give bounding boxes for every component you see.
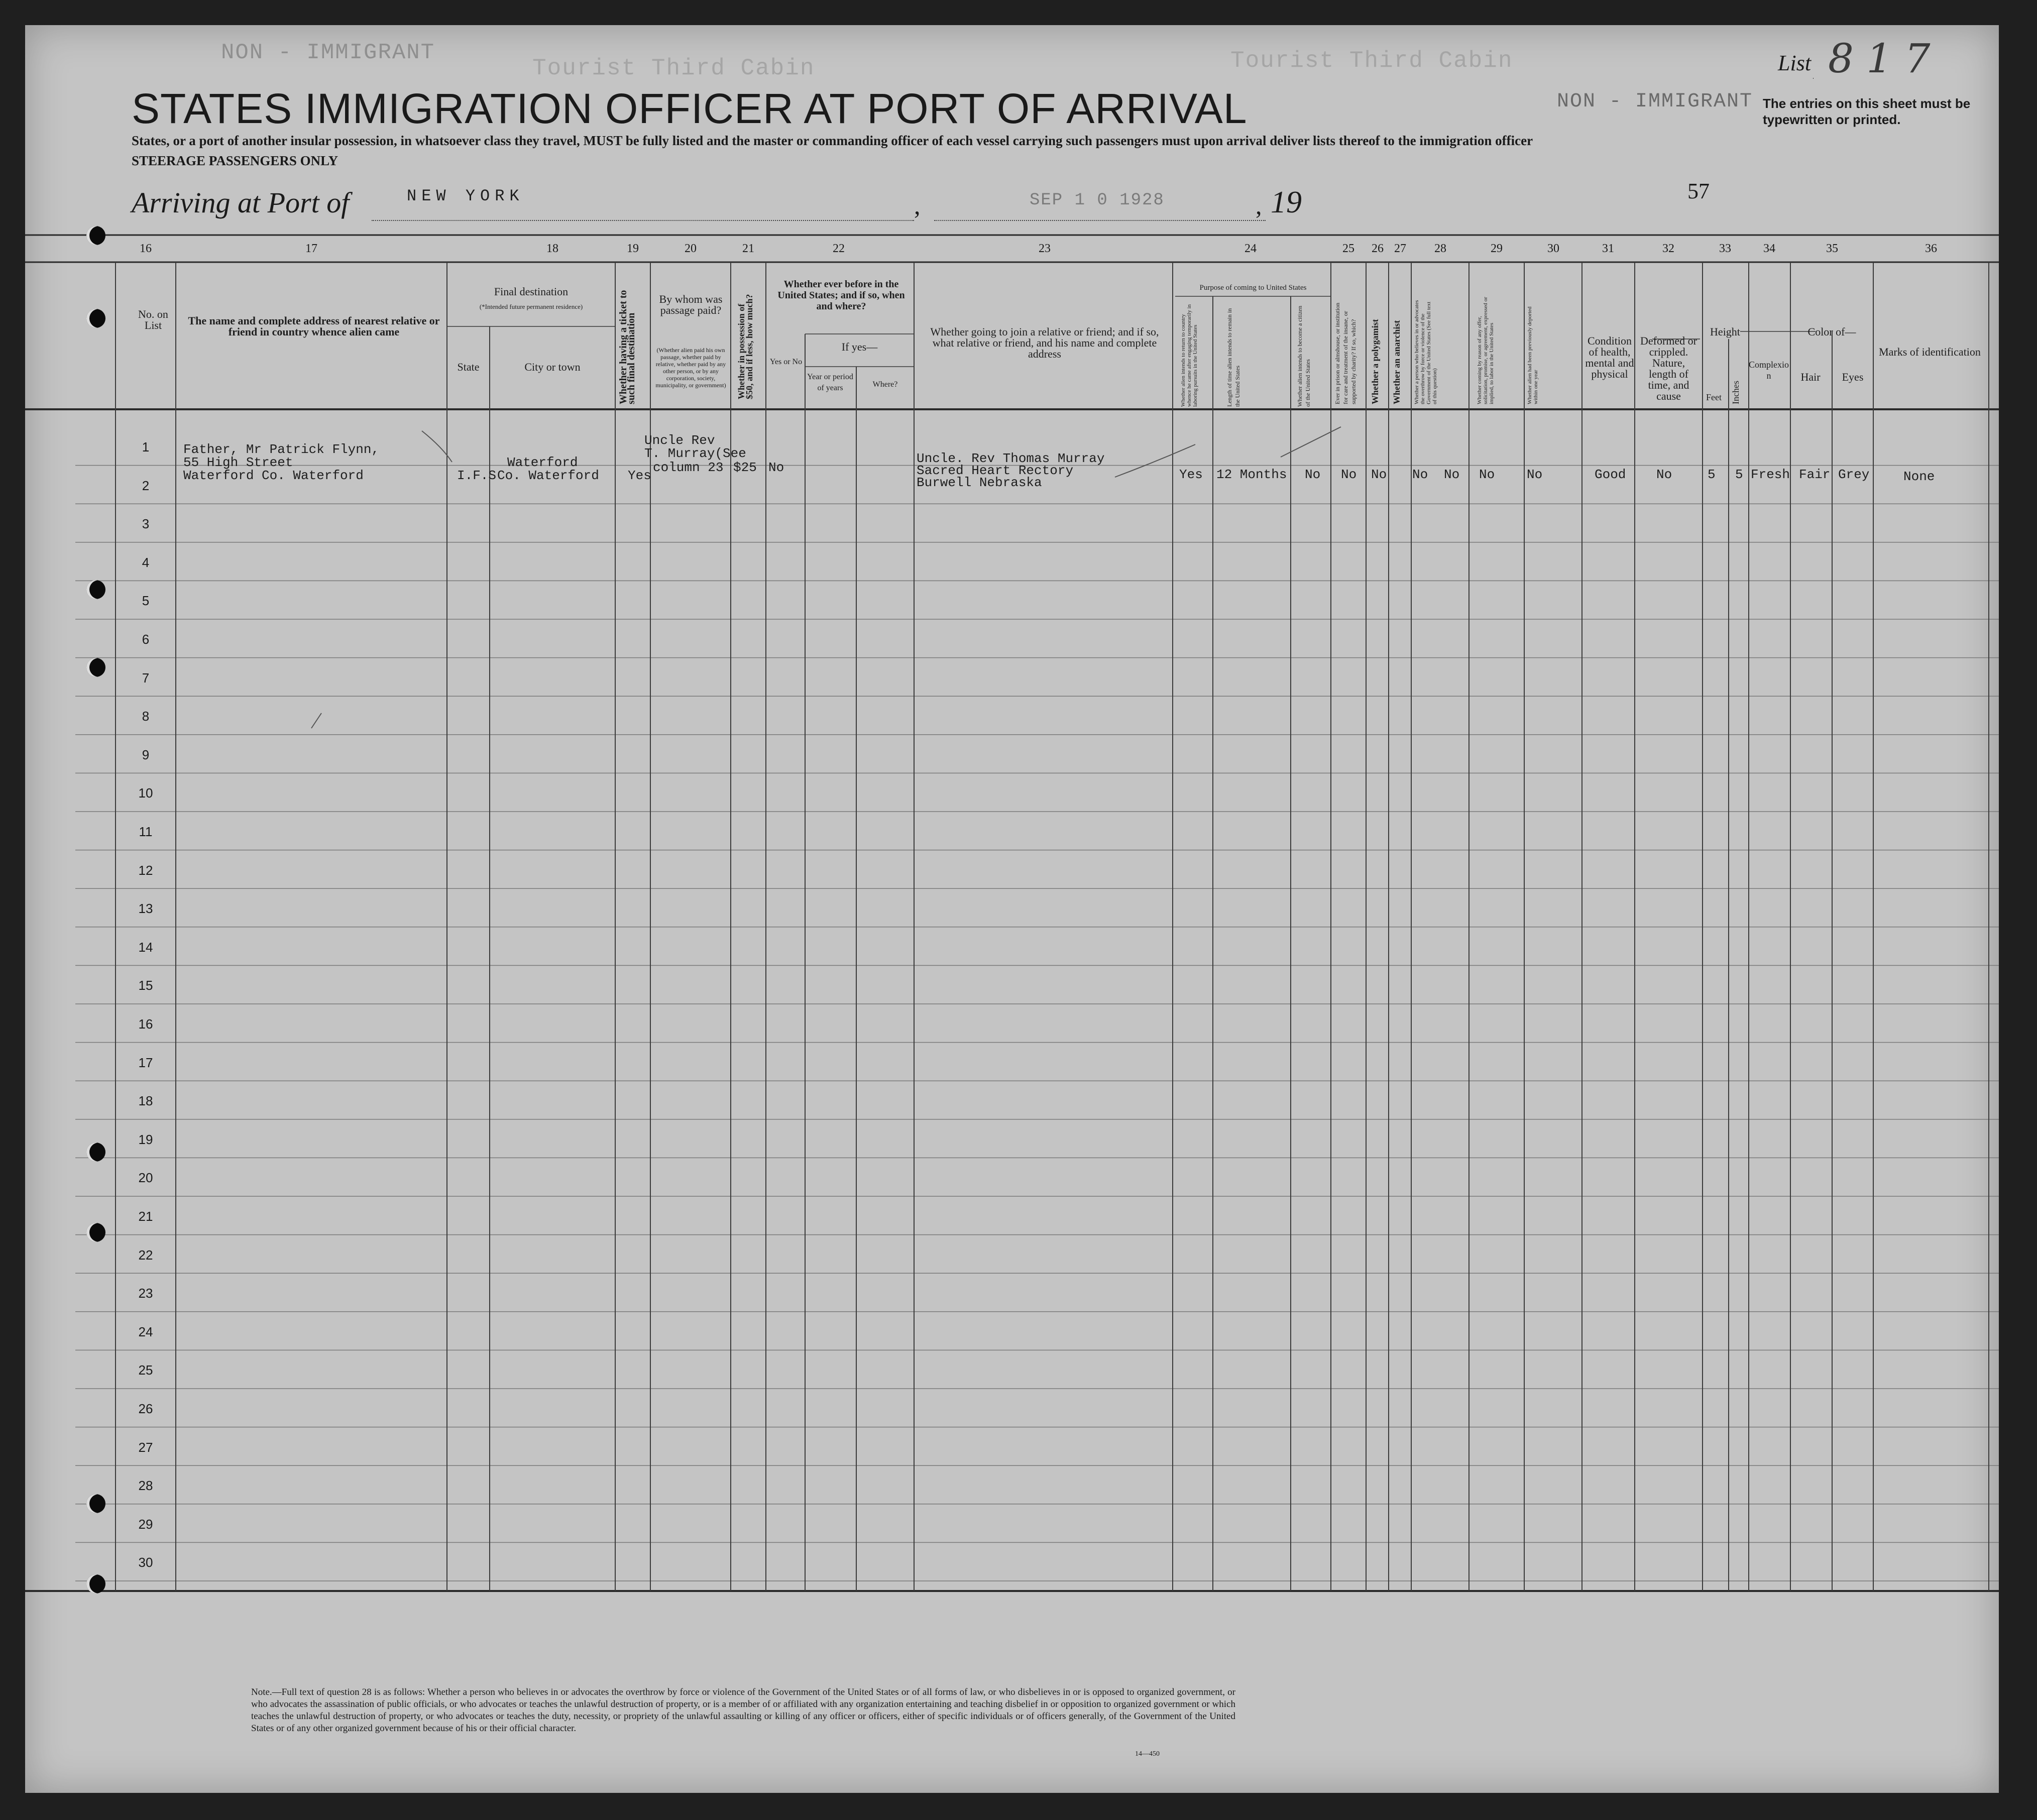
question-28-note: Note.—Full text of question 28 is as follows: Whether a person who believes in or advocates the overthrow by force or violence of the Government of the United States or of all forms of law, or who disbelieves in or is opposed to organized government, or who advocates the assassination of public officials, or who advocates or teaches the unlawful destruction of property, or is a member of or affiliated with any organization entertaining and teaching disbelief in or opposition to organized government or which teaches the unlawful destruction of property, or who advocates or teaches the duty, necessity, or propriety of the unlawful assaulting or killing of any officer or officers, either of specific individuals or of officers generally, of the Government of the United States or of any other organized government because of his or their official character.	[251, 1687, 1235, 1734]
column-number-16: 16	[140, 242, 152, 255]
row-number: 20	[138, 1170, 153, 1186]
col21-header: Whether in possession of $50, and if less, how much?	[736, 294, 754, 399]
row-number: 14	[138, 939, 153, 955]
typewritten-note: The entries on this sheet must be typewritten or printed.	[1763, 96, 1971, 127]
hair-value: Fair	[1799, 467, 1831, 482]
col18-city: City or town	[524, 361, 581, 373]
row-number: 2	[142, 478, 150, 493]
anarchist-value: No	[1412, 467, 1428, 482]
overthrow-value: No	[1444, 467, 1460, 482]
column-number-17: 17	[305, 242, 317, 255]
binder-hole	[86, 1143, 105, 1162]
column-number-21: 21	[742, 242, 754, 255]
binder-hole	[86, 658, 105, 677]
col26-header: Whether a polygamist	[1370, 319, 1380, 404]
col19-header: Whether having a ticket to such final destination	[618, 290, 637, 404]
row-number: 3	[142, 516, 150, 532]
height-feet: 5	[1708, 467, 1716, 482]
class-stamp-1: Tourist Third Cabin	[532, 55, 815, 81]
col24-return: Whether alien intends to return to country whence he came after engaging temporarily in laboring pursuits in the United States	[1180, 304, 1198, 407]
col27-header: Whether an anarchist	[1392, 320, 1402, 404]
column-number-35: 35	[1826, 242, 1838, 255]
col29-header: Whether coming by reason of any offer, solicitation, promise, or agreement, expressed or implied, to labor in the United States	[1477, 297, 1495, 404]
column-number-22: 22	[833, 242, 845, 255]
row-number: 10	[138, 785, 153, 801]
steerage-line: STEERAGE PASSENGERS ONLY	[132, 153, 338, 168]
column-number-20: 20	[685, 242, 697, 255]
col20-header: By whom was passage paid?	[659, 293, 723, 316]
row-number: 7	[142, 670, 150, 686]
marks-value: None	[1903, 469, 1935, 484]
column-number-18: 18	[546, 242, 558, 255]
column-number-28: 28	[1434, 242, 1446, 255]
col35-hair: Hair	[1800, 371, 1821, 383]
passage-paid-3: column 23	[653, 460, 724, 475]
passage-paid-1: Uncle Rev	[644, 433, 715, 448]
list-number: 8 1 7	[1828, 35, 1931, 82]
row-number: 21	[138, 1209, 153, 1224]
date-stamp: SEP 1 0 1928	[1030, 191, 1165, 210]
deported-value: No	[1527, 467, 1543, 482]
col33-inches: Inches	[1731, 381, 1741, 404]
col31-header: Condition of health, mental and physical	[1585, 334, 1634, 380]
row-number: 9	[142, 747, 150, 762]
col22-where: Where?	[872, 380, 898, 389]
row-number: 24	[138, 1324, 153, 1339]
money-value: $25	[733, 460, 757, 475]
row-number: 11	[139, 824, 153, 839]
row-number: 26	[138, 1401, 153, 1416]
column-number-33: 33	[1719, 242, 1731, 255]
relative-town: Waterford Co. Waterford	[183, 468, 364, 483]
row-number: 16	[138, 1016, 153, 1032]
col25-header: Ever in prison or almshouse, or institution for care and treatment of the insane, or supported by charity? If so, which?	[1334, 302, 1357, 404]
col22-yesno: Yes or No	[769, 358, 803, 366]
manifest-sheet: NON - IMMIGRANT Tourist Third Cabin Tourist Third Cabin NON - IMMIGRANT List 8 1 7 The entries on this sheet must be typewritten or printed. STATES IMMIGRATION OFFICER AT PORT OF ARRIVAL States, or a port of another insular possession, in whatsoever class they travel, MUST be fully listed and the master or commanding officer of each vessel carrying such passengers must upon arrival deliver lists thereof to the immigration officer STEERAGE PASSENGERS ONLY Arriving at Port of NEW YORK , SEP 1 0 1928 , 19 57 16 17 18 19 20 21 22 23 24 25 26 27 28 29 30 31 32 33 34 35 36 No. on List The name and complete address of nearest relative or friend in country whence alien came Final destination (*Intended future permanent residence) State City or town Whether having a ticket to such final destination By whom was passage paid? (Whether alien paid his own passage, whether paid by relative, whether paid by any other person, or by any corporation, society, municipality, or government) Whether in possession of $50, and if less, how much? Whether ever before in the United States; and if so, when and where? Yes or No If yes— Year or period of years Where? Whether going to join a relative or friend; and if so, what relative or friend, and his name and complete address Purpose of coming to United States Whether alien intends to return to country whence he came after engaging temporarily in laboring pursuits in the United States Length of time alien intends to remain in the United States Whether alien intends to become a citizen of the United States Ever in prison or almshouse, or institution for care and treatment of the insane, or supported by charity? If so, which? Whether a polygamist Whether an anarchist Whether a person who believes in or advocates the overthrow by force or violence of the Government of the United States (See full text of this question) Whether coming by reason of any offer, solicitation, promise, or agreement, expressed or implied, to labor in the United States Whether alien had been previously deported within one year Condition of health, mental and physical Deformed or crippled. Nature, length of time, and cause Height Feet Inches Complexion Color of— Hair Eyes Marks of identification 1 2 3 4 5 6 7 8 9 10 11 12 13 14 15 16 17 18 19 20 21 22 23 24 25 26 27 28 29 30 Father, Mr Patrick Flynn, 55 High Street Waterford Co. Waterford I.F.S Waterford Co. Waterford Yes Uncle Rev T. Murray(See column 23 $25 No Uncle. Rev Thomas Murray Sacred Heart Rectory Burwell Nebraska Yes 12 Months No No No No No No No Good No 5 5 Fresh Fair Grey None Note.—Full text of question 28 is as follows: Whether a person who believes in or advocates the overthrow by force or violence of the Government of the United States or of all forms of law, or who disbelieves in or is opposed to organized government, or who advocates the assassination of public officials, or who advocates or teaches the unlawful destruction of property, or is a member of or affiliated with any organization entertaining and teaching disbelief in or opposition to organized government or which teaches the unlawful destruction of property, or who advocates or teaches the duty, necessity, or propriety of the unlawful assaulting or killing of any officer or officers, either of specific individuals or of officers generally, of the Government of the United States or of any other organized government because of his or their official character. 14—450	[25, 25, 1999, 1793]
column-number-34: 34	[1763, 242, 1775, 255]
page-title: STATES IMMIGRATION OFFICER AT PORT OF ARRIVAL	[132, 85, 1248, 132]
col35-eyes: Eyes	[1842, 371, 1864, 383]
deformed-value: No	[1656, 467, 1672, 482]
offer-value: No	[1479, 467, 1495, 482]
col22-years: Year or period of years	[807, 373, 853, 392]
row-number: 8	[142, 709, 150, 724]
col24-length: Length of time alien intends to remain in the United States	[1226, 308, 1241, 407]
col16-header: No. on List	[138, 308, 168, 331]
length-value: 12 Months	[1216, 467, 1287, 482]
row-number: 1	[142, 439, 150, 454]
relative-name: Father, Mr Patrick Flynn,	[183, 442, 380, 457]
form-number: 14—450	[1135, 1750, 1160, 1758]
column-number-23: 23	[1039, 242, 1051, 255]
list-label: List	[1778, 51, 1812, 75]
manifest-table-grid	[25, 25, 1999, 1793]
relative-street: 55 High Street	[183, 455, 293, 470]
row-number: 13	[138, 901, 153, 917]
return-value: Yes	[1179, 467, 1203, 482]
page-number: 57	[1687, 179, 1710, 203]
binder-hole	[86, 309, 105, 328]
binder-hole	[86, 1574, 105, 1594]
row-number: 30	[138, 1555, 153, 1570]
eyes-value: Grey	[1838, 467, 1870, 482]
column-number-26: 26	[1372, 242, 1384, 255]
binder-hole	[86, 580, 105, 599]
col24-citizen: Whether alien intends to become a citizen of the United States	[1296, 305, 1311, 407]
column-number-31: 31	[1602, 242, 1614, 255]
ticket-value: Yes	[628, 468, 651, 483]
prison-value: No	[1341, 467, 1357, 482]
column-number-32: 32	[1662, 242, 1674, 255]
col22-header: Whether ever before in the United States; and if so, when and where?	[777, 279, 905, 312]
col33-feet: Feet	[1706, 392, 1722, 402]
binder-hole	[86, 1494, 105, 1513]
col20-subheader: (Whether alien paid his own passage, whether paid by relative, whether paid by any other person, or by any corporation, society, municipality, or government)	[655, 347, 726, 389]
row-number: 18	[138, 1093, 153, 1109]
col17-header: The name and complete address of nearest relative or friend in country whence alien came	[188, 314, 440, 338]
year-prefix: 19	[1271, 185, 1302, 219]
destination-state: I.F.S	[457, 468, 497, 483]
row-number: 22	[138, 1247, 153, 1263]
binder-hole	[86, 226, 105, 245]
row-number: 6	[142, 632, 150, 647]
column-number-30: 30	[1547, 242, 1559, 255]
row-number: 12	[138, 862, 153, 878]
col18-subheader: (*Intended future permanent residence)	[479, 303, 583, 310]
row-number: 25	[138, 1362, 153, 1378]
col22-ifyes: If yes—	[841, 340, 878, 353]
non-immigrant-stamp-left: NON - IMMIGRANT	[221, 40, 435, 65]
port-value: NEW YORK	[407, 187, 524, 205]
col24-header: Purpose of coming to United States	[1199, 284, 1307, 292]
join-relative-1: Uncle. Rev Thomas Murray	[917, 451, 1105, 466]
col33-header: Height	[1710, 325, 1740, 338]
polygamist-value: No	[1371, 467, 1387, 482]
complexion-value: Fresh	[1751, 467, 1790, 482]
destination-county: Co. Waterford	[497, 468, 599, 483]
row-number: 27	[138, 1439, 153, 1455]
row-number: 5	[142, 593, 150, 609]
column-number-29: 29	[1491, 242, 1503, 255]
column-number-24: 24	[1244, 242, 1257, 255]
class-stamp-2: Tourist Third Cabin	[1230, 48, 1513, 74]
non-immigrant-stamp-right: NON - IMMIGRANT	[1557, 90, 1753, 113]
col23-header: Whether going to join a relative or friend; and if so, what relative or friend, and his name and complete address	[930, 325, 1159, 360]
instructions-line: States, or a port of another insular possession, in whatsoever class they travel, MUST be fully listed and the master or commanding officer of each vessel carrying such passengers must upon arrival deliver lists thereof to the immigration officer	[132, 133, 1533, 148]
column-number-25: 25	[1342, 242, 1354, 255]
row-number: 19	[138, 1131, 153, 1147]
destination-city: Waterford	[507, 455, 578, 470]
col18-state: State	[457, 361, 480, 373]
col28-header: Whether a person who believes in or advocates the overthrow by force or violence of the Government of the United States (See full text of this question)	[1414, 300, 1438, 404]
height-inches: 5	[1735, 467, 1743, 482]
join-relative-3: Burwell Nebraska	[917, 475, 1042, 490]
col36-header: Marks of identification	[1879, 346, 1981, 358]
row-number: 17	[138, 1055, 153, 1070]
col32-header: Deformed or crippled. Nature, length of time, and cause	[1640, 334, 1697, 402]
row-number: 15	[138, 978, 153, 993]
join-relative-2: Sacred Heart Rectory	[917, 463, 1074, 478]
col35-header: Color of—	[1807, 325, 1856, 338]
row-number: 23	[138, 1286, 153, 1301]
row-number: 4	[142, 554, 150, 570]
arriving-label: Arriving at Port of	[132, 186, 350, 219]
col30-header: Whether alien had been previously deported within one year	[1527, 306, 1539, 404]
column-number-19: 19	[627, 242, 639, 255]
column-number-27: 27	[1394, 242, 1406, 255]
col18-header: Final destination	[494, 285, 569, 298]
row-number: 29	[138, 1516, 153, 1532]
citizen-value: No	[1305, 467, 1321, 482]
passage-paid-2: T. Murray(See	[644, 446, 746, 461]
health-value: Good	[1595, 467, 1626, 482]
col34-header: Complexion	[1749, 360, 1789, 381]
column-number-36: 36	[1925, 242, 1937, 255]
row-number: 28	[138, 1478, 153, 1494]
binder-hole	[86, 1223, 105, 1242]
before-us-value: No	[768, 460, 784, 475]
